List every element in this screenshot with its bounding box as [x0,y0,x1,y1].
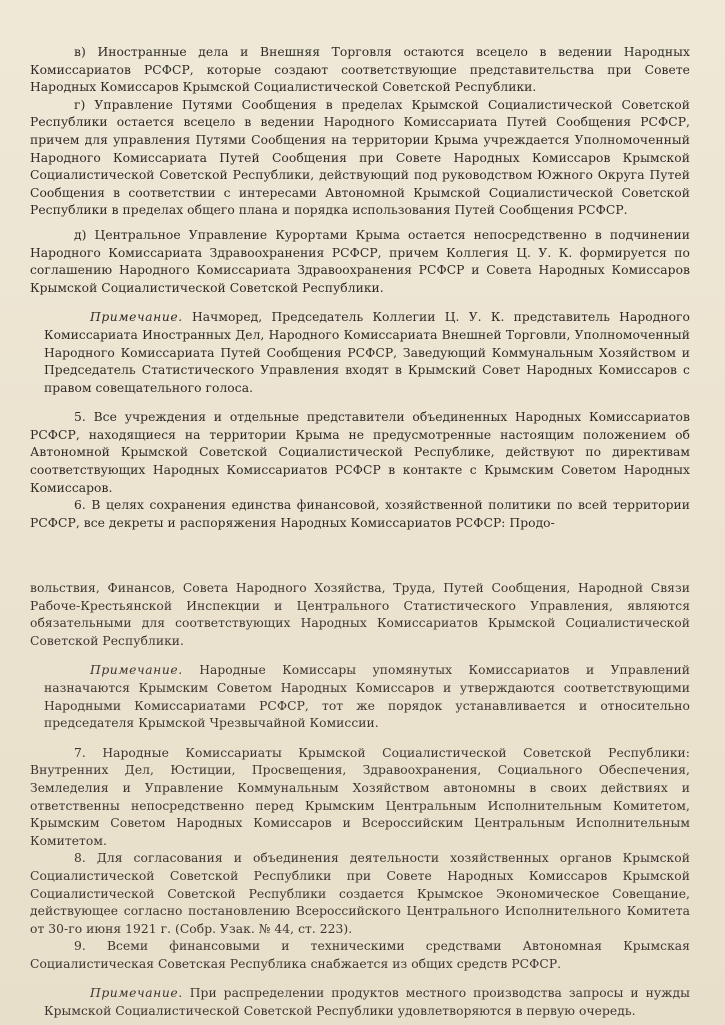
note-2 [30,662,690,732]
paragraph-item-6-start: 6. В целях сохранения единства финансовой, хозяйственной политики по всей территории РСФСР, все декреты и распоряжения Народных Комиссариатов РСФСР: Продо- [30,498,690,530]
lower-text-block [30,580,690,1021]
note-3-label: Примечание. [90,986,183,1001]
note-2-text: Народные Комиссары упомянутых Комиссариатов и Управлений назначаются Крымским Советом Народных Комиссаров и утверждаются соответствующими Народными Комиссариатами РСФСР, тот же порядок устанавливается и относительно председателя Крымской Чрезвычайной Комиссии. [44,663,690,731]
paragraph-item-d: д) Центральное Управление Курортами Крыма остается непосредственно в подчинении Народного Комиссариата Здравоохранения РСФСР, причем Коллегия Ц. У. К. формируется по соглашению Народного Комиссариата Здравоохранения РСФСР и Совета Народных Комиссаров Крымской Социалистической Советской Республики. [30,227,690,295]
note-2-label: Примечание. [90,663,183,678]
note-1 [30,309,690,397]
note-3-text: При распределении продуктов местного производства запросы и нужды Крымской Социалистической Советской Республики удовлетворяются в первую очередь. [44,986,690,1019]
upper-text-block [30,44,690,532]
paragraph-item-7: 7. Народные Комиссариаты Крымской Социалистической Советской Республики: Внутренних Дел, Юстиции, Просвещения, Здравоохранения, Социального Обеспечения, Земледелия и Управление Коммунальным Хозяйством автономны в своих действиях и ответственны непосредственно перед Крымским Центральным Исполнительным Комитетом, Крымским Советом Народных Комиссаров и Всероссийским Центральным Исполнительным Комитетом. [30,745,690,848]
paragraph-item-6-continued: вольствия, Финансов, Совета Народного Хозяйства, Труда, Путей Сообщения, Народной Связи Рабоче-Крестьянской Инспекции и Центрального Статистического Управления, являются обязательными для соответствующих Народных Комиссариатов Крымской Социалистической Советской Республики. [30,581,690,648]
note-3 [30,985,690,1020]
note-1-label: Примечание. [90,310,183,325]
note-1-text: Начморед, Председатель Коллегии Ц. У. К. представитель Народного Комиссариата Иностранных Дел, Народного Комиссариата Внешней Торговли, Уполномоченный Народного Комиссариата Путей Сообщения РСФСР, Заведующий Коммунальным Хозяйством и Председатель Статистического Управления входят в Крымский Совет Народных Комиссаров с правом совещательного голоса. [44,310,690,395]
paragraph-item-v: в) Иностранные дела и Внешняя Торговля остаются всецело в ведении Народных Комиссариатов РСФСР, которые создают соответствующие представительства при Совете Народных Комиссаров Крымской Социалистической Советской Республики. [30,45,690,95]
paragraph-item-9: 9. Всеми финансовыми и техническими средствами Автономная Крымская Социалистическая Советская Республика снабжается из общих средств РСФСР. [30,939,690,971]
paragraph-item-5: 5. Все учреждения и отдельные представители объединенных Народных Комиссариатов РСФСР, находящиеся на территории Крыма не предусмотренные настоящим положением об Автономной Крымской Советской Социалистической Республике, действуют по директивам соответствующих Народных Комиссариатов РСФСР в контакте с Крымским Советом Народных Комиссаров. [30,410,690,495]
paragraph-item-g: г) Управление Путями Сообщения в пределах Крымской Социалистической Советской Республики остается всецело в ведении Народного Комиссариата Путей Сообщения РСФСР, причем для управления Путями Сообщения на территории Крыма учреждается Уполномоченный Народного Комиссариата Путей Сообщения при Совете Народных Комиссаров Крымской Социалистической Советской Республики, действующий под руководством Южного Округа Путей Сообщения в соответствии с интересами Автономной Крымской Социалистической Советской Республики в пределах общего плана и порядка использования Путей Сообщения РСФСР. [30,97,690,218]
paragraph-item-8: 8. Для согласования и объединения деятельности хозяйственных органов Крымской Социалистической Советской Республики при Совете Народных Комиссаров Крымской Социалистической Советской Республики создается Крымское Экономическое Совещание, действующее согласно постановлению Всероссийского Центрального Исполнительного Комитета от 30-го июня 1921 г. (Собр. Узак. № 44, ст. 223). [30,851,690,936]
